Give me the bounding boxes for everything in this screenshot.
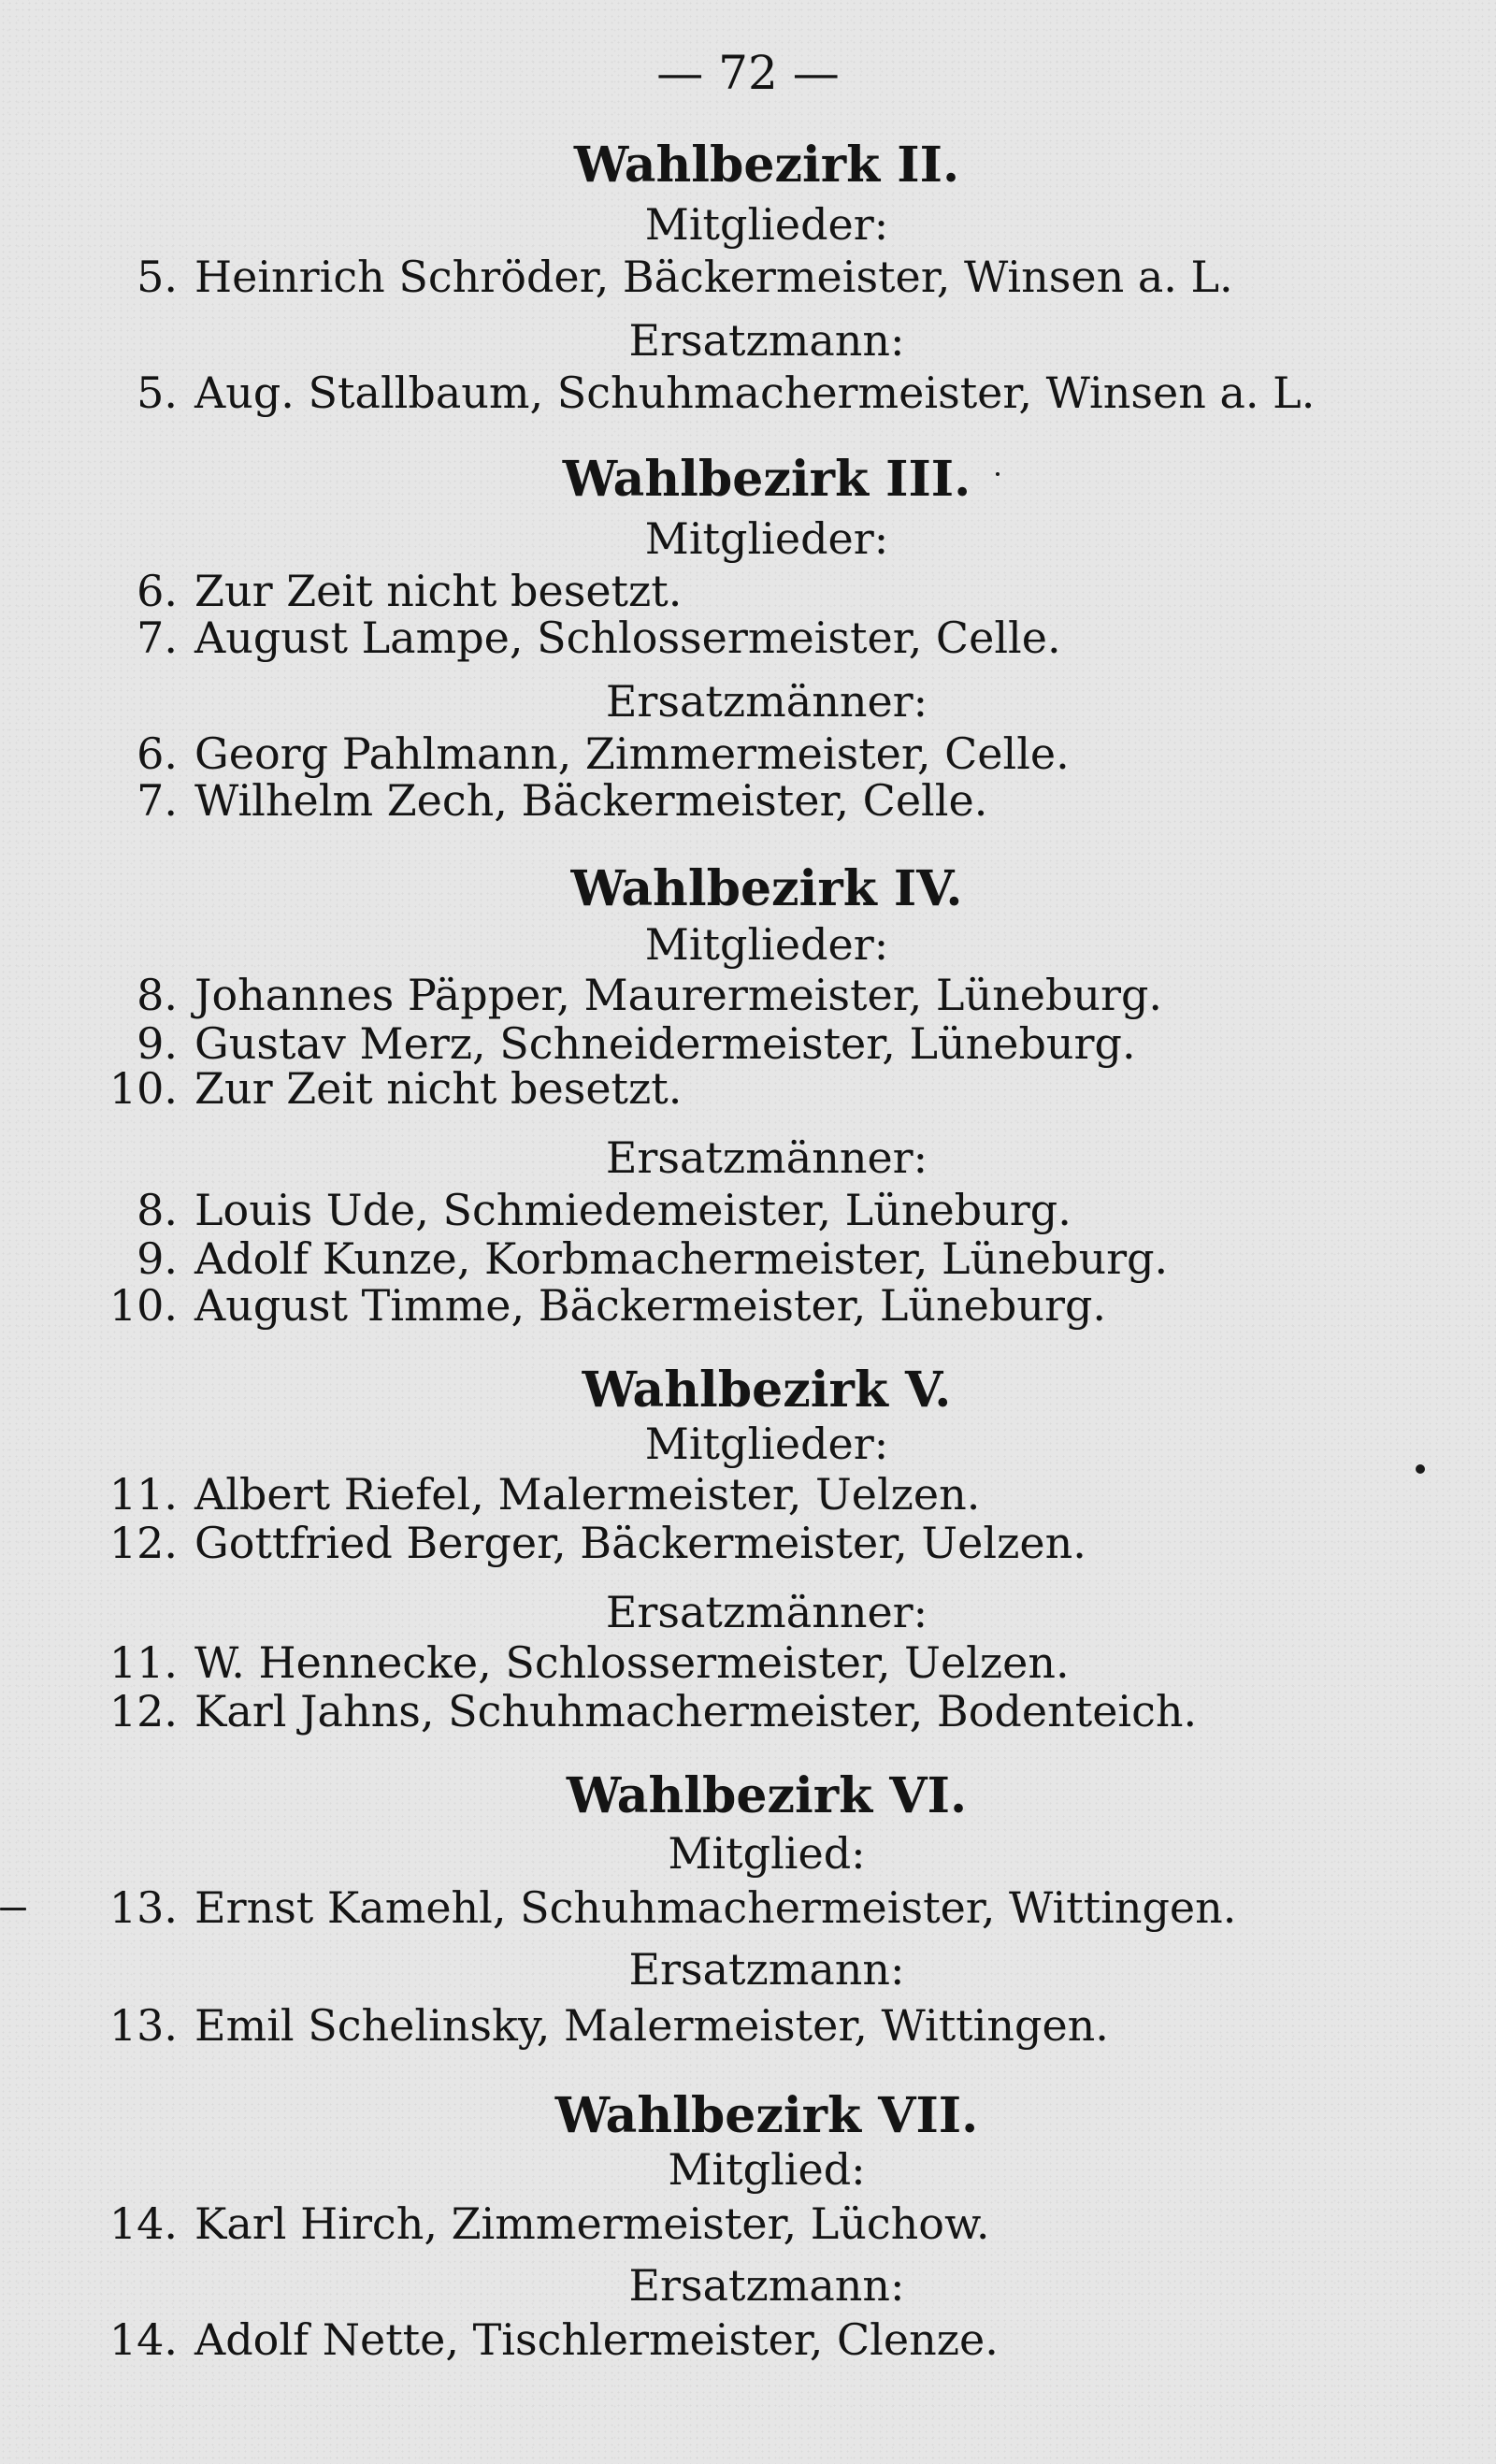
- entry-text: Johannes Päpper, Maurermeister, Lüneburg.: [194, 970, 1163, 1020]
- substitutes-label: Ersatzmann:: [628, 2260, 905, 2311]
- entry-number: 13.: [108, 2000, 178, 2051]
- entry-number: 12.: [108, 1686, 178, 1736]
- entry-number: 11.: [108, 1469, 178, 1520]
- entry-number: 5.: [137, 367, 178, 418]
- page-number: — 72 —: [656, 46, 840, 100]
- entry-number: 12.: [108, 1518, 178, 1568]
- entry-number: 13.: [108, 1882, 178, 1933]
- entry-text: Adolf Kunze, Korbmachermeister, Lüneburg.: [194, 1233, 1169, 1284]
- entry-text: Adolf Nette, Tischlermeister, Clenze.: [194, 2314, 999, 2365]
- substitutes-label: Ersatzmänner:: [605, 676, 928, 727]
- members-label: Mitglied:: [668, 2144, 866, 2195]
- district-heading: Wahlbezirk V.: [582, 1362, 952, 1419]
- substitutes-label: Ersatzmänner:: [605, 1587, 928, 1637]
- members-label: Mitglieder:: [644, 919, 889, 970]
- print-speck: [0, 1908, 26, 1910]
- entry-text: Gottfried Berger, Bäckermeister, Uelzen.: [194, 1518, 1086, 1568]
- substitutes-label: Ersatzmann:: [628, 315, 905, 366]
- members-label: Mitglieder:: [644, 1419, 889, 1469]
- entry-text: Ernst Kamehl, Schuhmachermeister, Wittingen.: [194, 1882, 1237, 1933]
- print-speck: [1416, 1464, 1425, 1474]
- members-label: Mitglied:: [668, 1828, 866, 1879]
- entry-text: Louis Ude, Schmiedemeister, Lüneburg.: [194, 1185, 1072, 1235]
- entry-number: 10.: [108, 1063, 178, 1114]
- entry-text: Aug. Stallbaum, Schuhmachermeister, Winsen a. L.: [194, 367, 1316, 418]
- entry-number: 14.: [108, 2198, 178, 2249]
- substitutes-label: Ersatzmänner:: [605, 1132, 928, 1183]
- entry-number: 5.: [137, 252, 178, 302]
- entry-number: 9.: [137, 1233, 178, 1284]
- district-heading: Wahlbezirk VII.: [554, 2087, 979, 2144]
- district-heading: Wahlbezirk IV.: [570, 860, 963, 917]
- entry-number: 6.: [137, 566, 178, 616]
- members-label: Mitglieder:: [644, 513, 889, 564]
- entry-number: 8.: [137, 1185, 178, 1235]
- entry-text: W. Hennecke, Schlossermeister, Uelzen.: [194, 1637, 1070, 1688]
- entry-text: Zur Zeit nicht besetzt.: [194, 1063, 683, 1114]
- entry-text: August Timme, Bäckermeister, Lüneburg.: [194, 1280, 1107, 1331]
- entry-number: 8.: [137, 970, 178, 1020]
- entry-text: Georg Pahlmann, Zimmermeister, Celle.: [194, 728, 1070, 779]
- district-heading: Wahlbezirk II.: [573, 137, 960, 194]
- entry-number: 9.: [137, 1018, 178, 1069]
- entry-text: Albert Riefel, Malermeister, Uelzen.: [194, 1469, 981, 1520]
- entry-text: Heinrich Schröder, Bäckermeister, Winsen a. L.: [194, 252, 1233, 302]
- entry-number: 10.: [108, 1280, 178, 1331]
- substitutes-label: Ersatzmann:: [628, 1944, 905, 1995]
- entry-text: Zur Zeit nicht besetzt.: [194, 566, 683, 616]
- print-speck: [996, 472, 1000, 476]
- entry-text: Karl Jahns, Schuhmachermeister, Bodenteich.: [194, 1686, 1198, 1736]
- entry-text: August Lampe, Schlossermeister, Celle.: [194, 612, 1061, 663]
- entry-text: Gustav Merz, Schneidermeister, Lüneburg.: [194, 1018, 1136, 1069]
- entry-number: 7.: [137, 775, 178, 826]
- entry-text: Emil Schelinsky, Malermeister, Wittingen.: [194, 2000, 1109, 2051]
- district-heading: Wahlbezirk III.: [562, 451, 971, 508]
- entry-number: 7.: [137, 612, 178, 663]
- entry-number: 14.: [108, 2314, 178, 2365]
- members-label: Mitglieder:: [644, 199, 889, 250]
- entry-number: 11.: [108, 1637, 178, 1688]
- district-heading: Wahlbezirk VI.: [566, 1767, 968, 1824]
- entry-number: 6.: [137, 728, 178, 779]
- entry-text: Wilhelm Zech, Bäckermeister, Celle.: [194, 775, 988, 826]
- entry-text: Karl Hirch, Zimmermeister, Lüchow.: [194, 2198, 990, 2249]
